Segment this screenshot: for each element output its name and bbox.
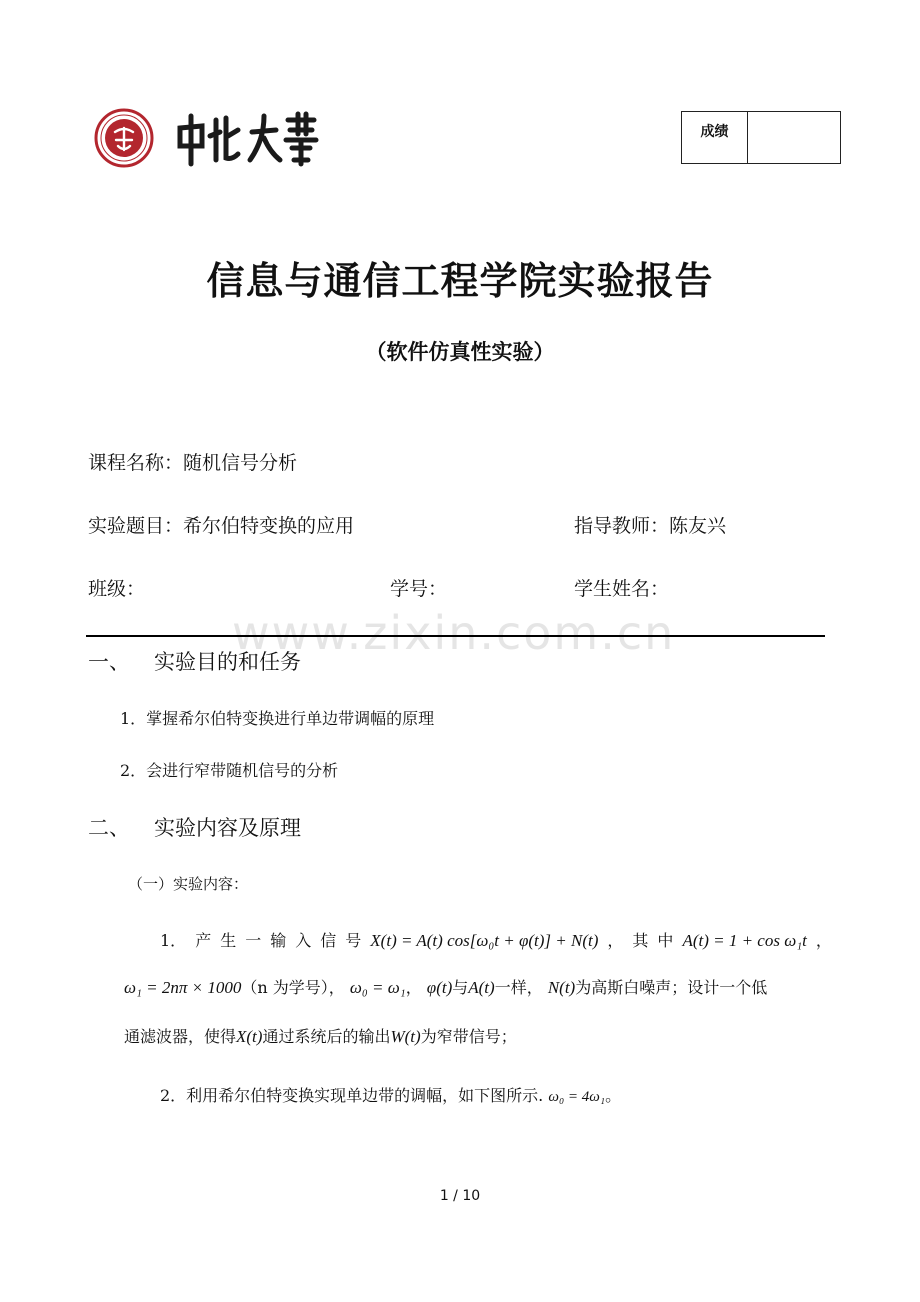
formula-omega1: ω₁ = 2nπ × 1000 bbox=[124, 978, 242, 997]
formula-omega-relation: ω₀ = 4ω₁ bbox=[548, 1089, 606, 1105]
student-id-field: 学号： bbox=[390, 578, 448, 600]
report-title: 信息与通信工程学院实验报告 bbox=[206, 259, 714, 303]
paragraph-2 bbox=[160, 1083, 872, 1106]
item-number: 1． bbox=[160, 931, 187, 950]
text-segment: 与 bbox=[452, 978, 469, 997]
formula-at: A(t) bbox=[468, 978, 495, 997]
text-char: 输 bbox=[270, 931, 287, 950]
instructor-field: 指导教师：陈友兴 bbox=[574, 515, 727, 537]
text-char: 生 bbox=[220, 931, 237, 950]
grade-value-cell bbox=[748, 112, 840, 163]
section-heading-1 bbox=[88, 646, 301, 676]
text-segment: 通过系统后的输出 bbox=[262, 1027, 391, 1046]
text-char: 中 bbox=[657, 931, 674, 950]
text-segment: 为高斯白噪声；设计一个低 bbox=[575, 978, 768, 997]
text-segment: （n 为学号）， bbox=[241, 978, 345, 997]
formula-wt: W(t) bbox=[390, 1027, 421, 1046]
paragraph-1-line-1 bbox=[160, 928, 832, 951]
text-char: 号 bbox=[345, 931, 362, 950]
section-title: 实验内容及原理 bbox=[154, 816, 301, 840]
section-number: 二、 bbox=[88, 816, 130, 840]
divider-rule bbox=[86, 635, 825, 637]
class-field: 班级： bbox=[88, 578, 146, 600]
section-title: 实验目的和任务 bbox=[154, 650, 301, 674]
section-heading-2 bbox=[88, 812, 301, 842]
text-char: 信 bbox=[320, 931, 337, 950]
punctuation: ， bbox=[405, 978, 422, 997]
punctuation: ， bbox=[815, 931, 832, 950]
university-name-calligraphy bbox=[172, 110, 322, 168]
page-indicator: 1 / 10 bbox=[439, 1188, 481, 1204]
formula-noise: N(t) bbox=[547, 978, 576, 997]
formula-signal: X(t) = A(t) cos[ω₀t + φ(t)] + N(t) bbox=[370, 931, 599, 950]
text-char: 产 bbox=[195, 931, 212, 950]
punctuation: ， bbox=[607, 931, 624, 950]
watermark: www.zixin.com.cn bbox=[232, 606, 676, 660]
report-subtitle: （软件仿真性实验） bbox=[365, 340, 555, 364]
grade-box bbox=[681, 111, 841, 164]
formula-amplitude: A(t) = 1 + cos ω₁t bbox=[682, 931, 807, 950]
paragraph-1-line-2 bbox=[124, 975, 836, 998]
formula-xt: X(t) bbox=[236, 1027, 263, 1046]
text-char: 其 bbox=[632, 931, 649, 950]
section-number: 一、 bbox=[88, 650, 130, 674]
text-char: 一 bbox=[245, 931, 262, 950]
student-name-field: 学生姓名： bbox=[574, 578, 670, 600]
text-segment: 2．利用希尔伯特变换实现单边带的调幅，如下图所示. bbox=[160, 1086, 544, 1105]
text-segment: 通滤波器，使得 bbox=[124, 1027, 237, 1046]
grade-label: 成绩 bbox=[682, 112, 748, 163]
sub-heading: （一）实验内容： bbox=[128, 875, 249, 893]
paragraph-1-line-3 bbox=[124, 1024, 836, 1047]
list-item: 1．掌握希尔伯特变换进行单边带调幅的原理 bbox=[120, 709, 435, 728]
university-seal-logo bbox=[94, 108, 154, 168]
text-segment: 为窄带信号； bbox=[420, 1027, 517, 1046]
punctuation: 。 bbox=[605, 1086, 622, 1105]
formula-omega0: ω₀ = ω₁ bbox=[349, 978, 406, 997]
formula-phi: φ(t) bbox=[426, 978, 453, 997]
list-item: 2．会进行窄带随机信号的分析 bbox=[120, 761, 339, 780]
course-name-field: 课程名称：随机信号分析 bbox=[88, 452, 298, 474]
text-char: 入 bbox=[295, 931, 312, 950]
text-segment: 一样， bbox=[494, 978, 543, 997]
experiment-title-field: 实验题目：希尔伯特变换的应用 bbox=[88, 515, 355, 537]
